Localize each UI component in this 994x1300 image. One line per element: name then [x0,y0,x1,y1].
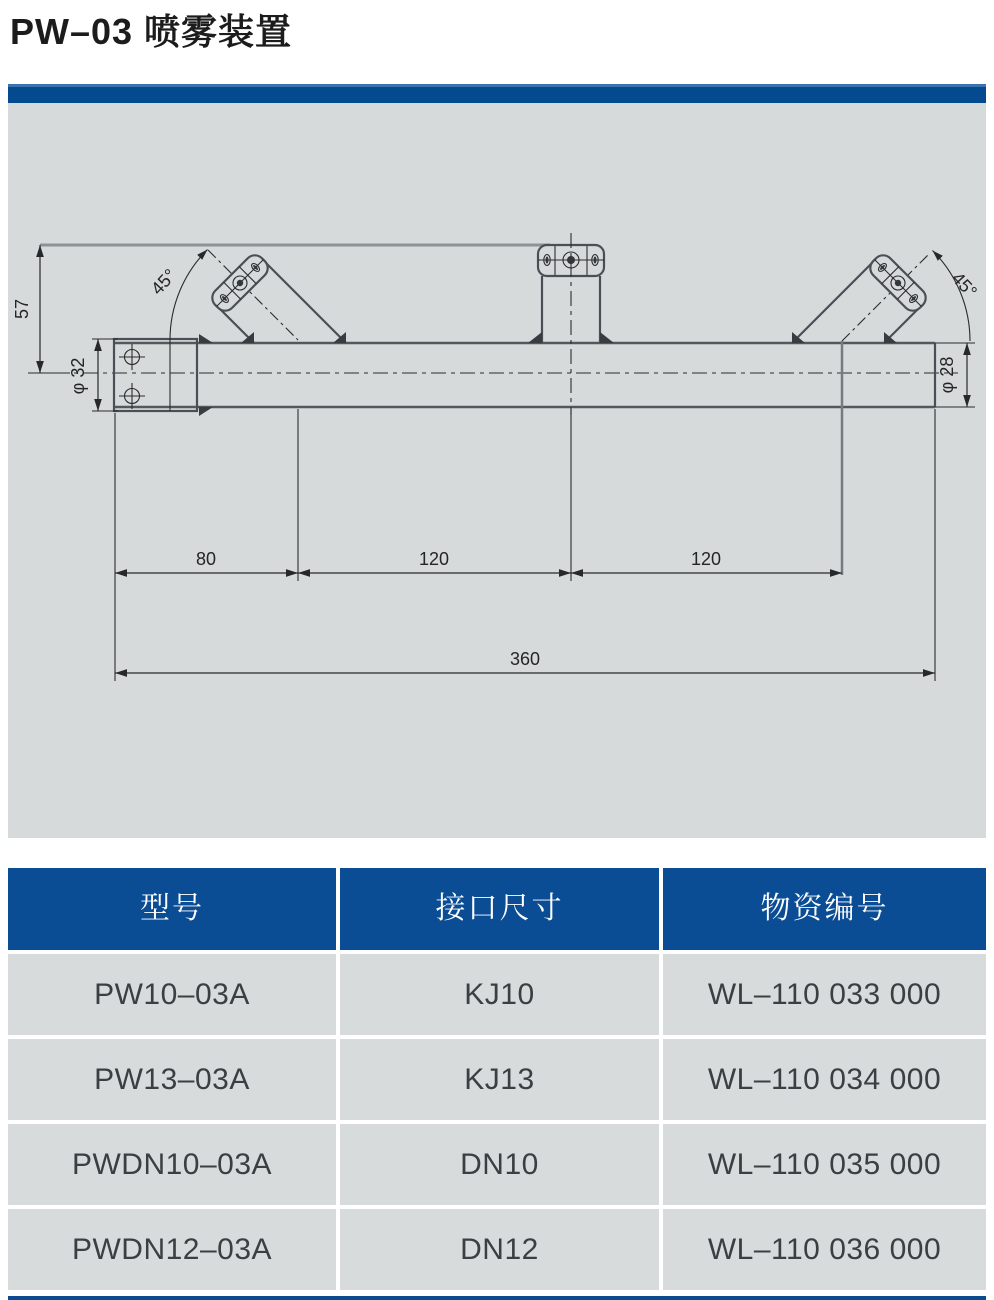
cell-material-number: WL–110 036 000 [663,1209,986,1290]
dim-label-80: 80 [195,549,217,569]
cell-interface-size: DN12 [340,1209,659,1290]
table-row [8,954,986,1035]
bottom-accent-bar [8,1296,986,1300]
cell-interface-size: KJ10 [340,954,659,1035]
drawing-panel [8,103,986,838]
table-row [8,1209,986,1290]
dim-label-dia32: φ 32 [68,357,88,395]
dim-label-angle-left: 45° [147,265,181,299]
spec-table [8,868,986,1290]
cell-material-number: WL–110 034 000 [663,1039,986,1120]
dim-label-120b: 120 [690,549,722,569]
left-angle-arc [170,250,208,341]
dim-label-angle-right: 45° [947,268,981,302]
cell-material-number: WL–110 033 000 [663,954,986,1035]
page-title: PW–03 喷雾装置 [10,11,293,52]
cell-model: PWDN12–03A [8,1209,336,1290]
dim-label-dia28: φ 28 [937,356,957,394]
header-interface-size: 接口尺寸 [340,868,659,950]
table-header-row [8,868,986,950]
left-block-hole-top [119,344,145,370]
cell-model: PW10–03A [8,954,336,1035]
right-nozzle-plate [866,251,930,315]
header-material-number: 物资编号 [663,868,986,950]
cell-model: PW13–03A [8,1039,336,1120]
dim-label-360: 360 [509,649,541,669]
left-block-hole-bottom [119,383,145,409]
table-row [8,1124,986,1205]
cell-interface-size: KJ13 [340,1039,659,1120]
header-model: 型号 [8,868,336,950]
dim-label-120a: 120 [418,549,450,569]
left-nozzle-plate [208,251,272,315]
accent-bar [8,84,986,103]
table-row [8,1039,986,1120]
cell-interface-size: DN10 [340,1124,659,1205]
dim-label-57: 57 [12,298,32,320]
cell-model: PWDN10–03A [8,1124,336,1205]
technical-drawing [8,103,986,838]
cell-material-number: WL–110 035 000 [663,1124,986,1205]
